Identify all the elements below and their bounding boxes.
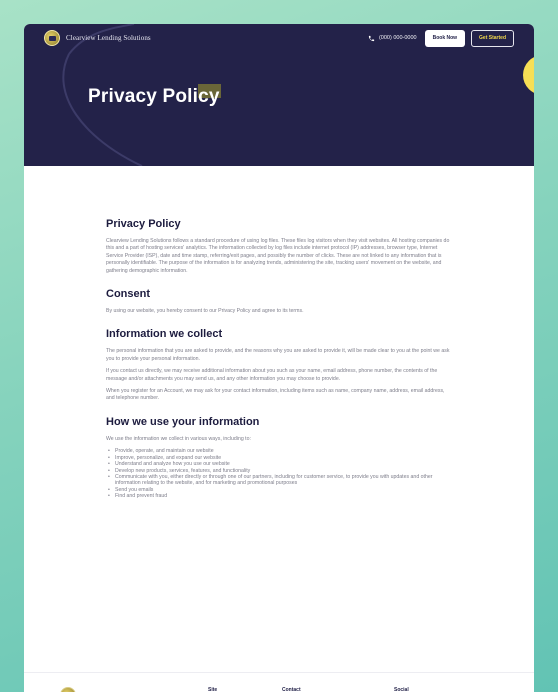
policy-content: [106, 218, 454, 500]
hero-section: [24, 24, 534, 166]
footer-heading-social: Social: [394, 687, 409, 692]
privacy-paragraph: Clearview Lending Solutions follows a standard procedure of using log files. These files log visitors when they visit websites. All hosting companies do this and a part of hosting services' analytics. The information collected by log files include internet protocol (IP) addresses, browser type, Internet Service Provider (ISP), date and time stamp, referring/exit pages, and possibly the number of clicks. These are not linked to any information that is personally identifiable. The purpose of the information is for analyzing trends, administering the site, tracking users' movement on the website, and gathering demographic information.: [106, 238, 450, 274]
list-item: • Send you emails: [106, 487, 454, 493]
phone-link[interactable]: [368, 35, 417, 42]
footer: [24, 672, 534, 692]
information-paragraph-2: If you contact us directly, we may receive additional information about you such as your name, email address, phone number, the contents of the message and/or attachments you may send us, and any other information you may choose to provide.: [106, 368, 438, 382]
list-item: • Improve, personalize, and expand our website: [106, 455, 454, 461]
phone-number: (000) 000-0000: [378, 35, 417, 41]
list-item: • Understand and analyze how you use our website: [106, 461, 454, 467]
brand-logo[interactable]: [44, 30, 151, 46]
phone-icon: [368, 35, 375, 42]
usage-intro: We use the information we collect in various ways, including to:: [106, 435, 251, 442]
footer-heading-contact: Contact: [282, 687, 301, 692]
header-actions: [368, 30, 514, 47]
brand-name: Clearview Lending Solutions: [66, 34, 151, 42]
section-title-consent: Consent: [106, 288, 150, 301]
information-paragraph-3: When you register for an Account, we may ask for your contact information, including items such as name, company name, address, email address, and telephone number.: [106, 388, 445, 402]
page-card: [24, 24, 534, 692]
list-item: • Communicate with you, either directly or through one of our partners, including for customer service, to provide you with updates and other information relating to the website, and for marketing and promotional purposes: [106, 474, 454, 487]
section-title-privacy: Privacy Policy: [106, 218, 181, 230]
list-item: • Provide, operate, and maintain our website: [106, 448, 454, 454]
section-title-usage: How we use your information: [106, 415, 260, 428]
book-now-button[interactable]: Book Now: [425, 30, 465, 47]
usage-list: [106, 448, 454, 499]
top-navbar: [24, 24, 534, 52]
page-title: Privacy Policy: [88, 86, 220, 107]
consent-paragraph: By using our website, you hereby consent to our Privacy Policy and agree to its terms.: [106, 308, 304, 315]
footer-logo-icon[interactable]: [60, 687, 76, 692]
get-started-button[interactable]: Get Started: [471, 30, 514, 47]
footer-heading-site: Site: [208, 687, 218, 692]
list-item: • Develop new products, services, features, and functionality: [106, 468, 454, 474]
list-item: • Find and prevent fraud: [106, 493, 454, 499]
section-title-information: Information we collect: [106, 328, 223, 341]
information-paragraph-1: The personal information that you are asked to provide, and the reasons why you are asked to provide it, will be made clear to you at the point we ask you to provide your personal information.: [106, 348, 450, 362]
logo-emblem-icon: [44, 30, 60, 46]
